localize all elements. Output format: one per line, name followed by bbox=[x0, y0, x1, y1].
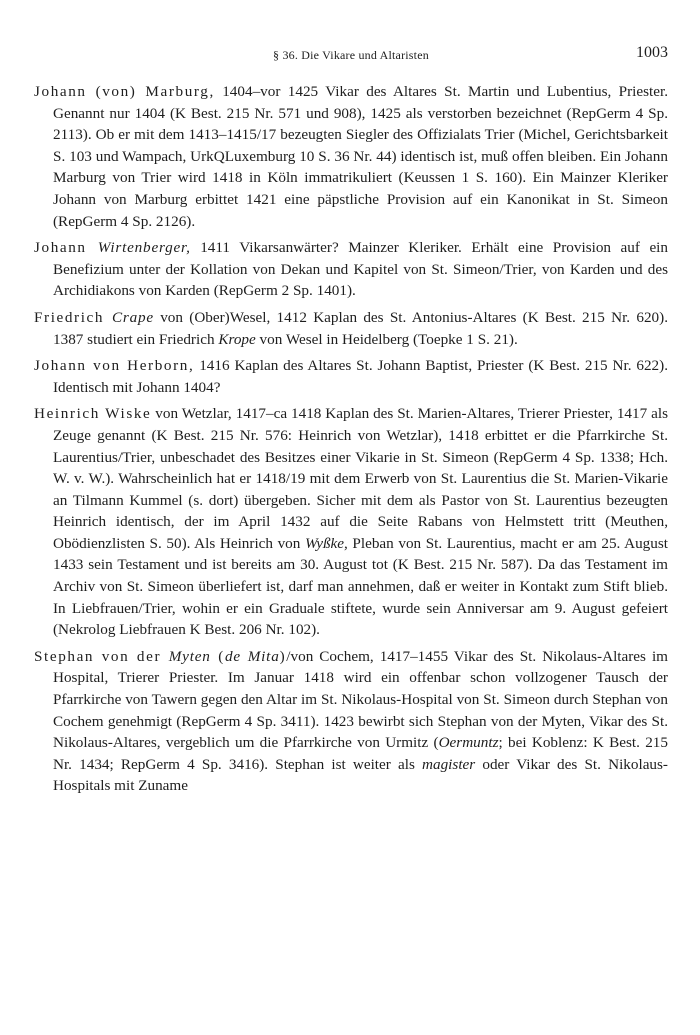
entry-name: Friedrich Crape bbox=[34, 308, 154, 326]
entry-list bbox=[34, 81, 668, 802]
entry-friedrich-crape bbox=[34, 307, 668, 350]
entry-text: von (Ober)Wesel, 1412 Kaplan des St. Antonius-Altares (K Best. 215 Nr. 620). 1387 studiert ein Friedrich Krope von Wesel in Heidelberg (Toepke 1 S. 21). bbox=[53, 308, 668, 348]
entry-name: Heinrich Wiske bbox=[34, 405, 152, 423]
running-head bbox=[34, 44, 668, 64]
entry-text: 1416 Kaplan des Altares St. Johann Baptist, Priester (K Best. 215 Nr. 622). Identisch mit Johann 1404? bbox=[53, 357, 668, 396]
entry-johann-wirtenberger bbox=[34, 237, 668, 302]
entry-text: 1404–vor 1425 Vikar des Altares St. Martin und Lubentius, Priester. Genannt nur 1404 (K Best. 215 Nr. 571 und 908), 1425 als verstorben bezeichnet (RepGerm 4 Sp. 2113). Ob er mit dem 1413–1415/17 bezeugten Siegler des Offizialats Trier (Michel, Gerichtsbarkeit S. 103 und Wampach, UrkQLuxemburg 10 S. 36 Nr. 44) identisch ist, muß offen bleiben. Ein Johann Marburg von Trier wird 1418 in Köln immatrikuliert (Keussen 1 S. 160). Ein Mainzer Kleriker Johann von Marburg erbittet 1421 eine päpstliche Provision auf ein Kanonikat in St. Simeon (RepGerm 4 Sp. 2126). bbox=[53, 83, 669, 230]
entry-text: /von Cochem, 1417–1455 Vikar des St. Nikolaus-Altares im Hospital, Trierer Priester. Im Januar 1418 wird ein offenbar schon vollzogener Tausch der Pfarrkirche von Tawern gegen den Altar im St. Nikolaus-Hospital von St. Simeon durch Stephan von Cochem genehmigt (RepGerm 4 Sp. 3411). 1423 bewirbt sich Stephan von der Myten, Vikar des St. Nikolaus-Altares, vergeblich um die Pfarrkirche von Urmitz (Oermuntz; bei Koblenz: K Best. 215 Nr. 1434; RepGerm 4 Sp. 3416). Stephan ist weiter als magister oder Vikar des St. Nikolaus-Hospitals mit Zuname bbox=[53, 647, 668, 795]
entry-name: Johann von Herborn, bbox=[34, 357, 195, 375]
entry-text: 1411 Vikarsanwärter? Mainzer Kleriker. Erhält eine Provision auf ein Benefizium unter der Kollation von Dekan und Kapitel von St. Simeon/Trier, von Karden und des Archidiakons von Karden (RepGerm 2 Sp. 1401). bbox=[53, 239, 668, 300]
entry-johann-herborn bbox=[34, 355, 668, 398]
entry-name: Johann (von) Marburg, bbox=[34, 83, 215, 100]
running-title: § 36. Die Vikare und Altaristen bbox=[273, 48, 429, 62]
page-number: 1003 bbox=[636, 44, 668, 61]
entry-text: von Wetzlar, 1417–ca 1418 Kaplan des St. Marien-Altares, Trierer Priester, 1417 als Zeuge genannt (K Best. 215 Nr. 576: Heinrich von Wetzlar), 1418 erbittet er die Pfarrkirche St. Laurentius/Trier, unbeschadet des Besitzes einer Vikarie in St. Simeon (RepGerm 4 Sp. 1338; Hch. W. v. W.). Wahrscheinlich hat er 1418/19 mit dem Erwerb von St. Laurentius die St. Marien-Vikarie an Tilmann Kummel (s. dort) übergeben. Sicher mit dem als Pastor von St. Laurentius bezeugten Heinrich identisch, der im April 1432 auf die Seite Rabans von Helmstett tritt (Meuthen, Obödienzlisten S. 50). Als Heinrich von Wyßke, Pleban von St. Laurentius, macht er am 25. August 1433 sein Testament und ist bereits am 30. August tot (K Best. 215 Nr. 587). Da das Testament im Archiv von St. Simeon überliefert ist, darf man annehmen, daß er weiter in Kontakt zum Stift blieb. In Liebfrauen/Trier, wohin er ein Graduale stiftete, wurde sein Anniversar am 9. August gefeiert (Nekrolog Liebfrauen K Best. 206 Nr. 102). bbox=[53, 405, 668, 639]
entry-johann-marburg bbox=[34, 81, 668, 232]
entry-name: Stephan von der Myten (de Mita) bbox=[34, 647, 287, 665]
entry-stephan-myten bbox=[34, 646, 668, 797]
entry-heinrich-wiske bbox=[34, 403, 668, 641]
entry-name: Johann Wirtenberger, bbox=[34, 239, 191, 257]
